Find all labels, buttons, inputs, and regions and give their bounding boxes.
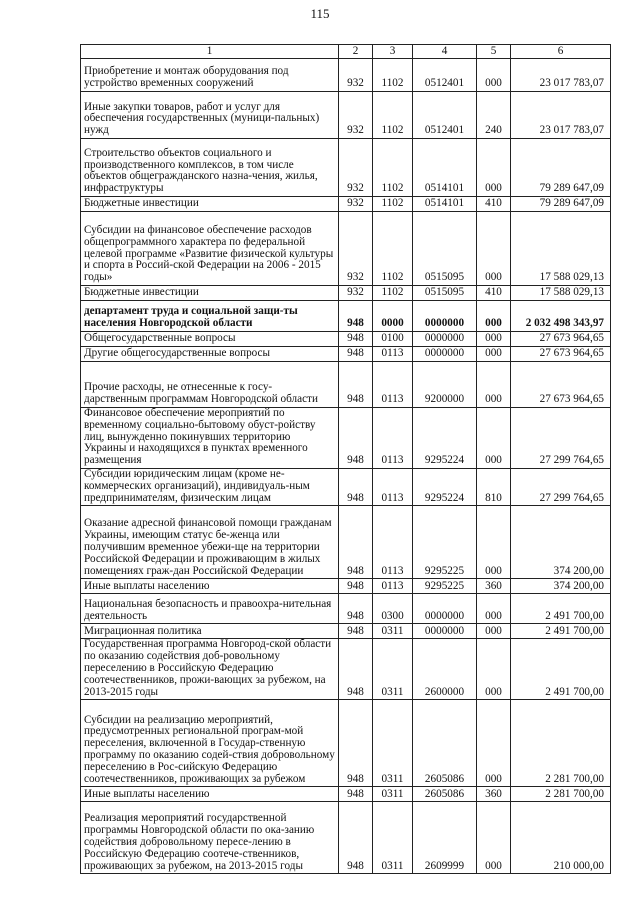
cell-c2: 948 <box>339 506 373 579</box>
cell-c5: 000 <box>477 700 511 787</box>
cell-c5: 000 <box>477 139 511 197</box>
cell-c5: 000 <box>477 59 511 92</box>
table-row <box>81 212 611 286</box>
cell-name: Иные выплаты населению <box>81 787 339 802</box>
cell-c2: 932 <box>339 286 373 301</box>
cell-name: Реализация мероприятий государственной программы Новгородской области по ока-занию содействия добровольному пересе-лению в Российскую Федерацию соотече-ственников, проживающих за рубежом, на 2013-2015 годы <box>81 802 339 874</box>
cell-c2: 948 <box>339 802 373 874</box>
cell-amount: 2 491 700,00 <box>511 624 611 639</box>
cell-c5: 000 <box>477 639 511 700</box>
cell-c3: 0113 <box>373 362 413 408</box>
cell-c3: 0113 <box>373 347 413 362</box>
header-cell-6: 6 <box>511 45 611 59</box>
table-row <box>81 802 611 874</box>
cell-c5: 000 <box>477 301 511 332</box>
cell-c4: 0514101 <box>413 197 477 212</box>
cell-c3: 1102 <box>373 139 413 197</box>
cell-c2: 948 <box>339 700 373 787</box>
cell-name: Бюджетные инвестиции <box>81 197 339 212</box>
table-row <box>81 468 611 505</box>
table-row <box>81 408 611 469</box>
table-header-row <box>81 45 611 59</box>
cell-c5: 000 <box>477 332 511 347</box>
cell-amount: 27 673 964,65 <box>511 332 611 347</box>
cell-c5: 000 <box>477 624 511 639</box>
cell-c2: 932 <box>339 59 373 92</box>
cell-c4: 0515095 <box>413 212 477 286</box>
cell-c3: 0113 <box>373 468 413 505</box>
cell-name: Общегосударственные вопросы <box>81 332 339 347</box>
cell-name: Субсидии на финансовое обеспечение расходов общепрограммного характера по федеральной целевой программе «Развитие физической культуры и спорта в Россий-ской Федерации на 2006 - 2015 годы» <box>81 212 339 286</box>
cell-name: Финансовое обеспечение мероприятий по временному социально-бытовому обуст-ройству лиц, вынужденно покинувших территорию Украины и находящихся в пунктах временного размещения <box>81 408 339 469</box>
cell-c4: 9295224 <box>413 408 477 469</box>
cell-c4: 0000000 <box>413 332 477 347</box>
cell-name: департамент труда и социальной защи-ты населения Новгородской области <box>81 301 339 332</box>
table-row <box>81 639 611 700</box>
cell-c2: 948 <box>339 468 373 505</box>
cell-amount: 23 017 783,07 <box>511 59 611 92</box>
cell-c5: 000 <box>477 802 511 874</box>
cell-name: Государственная программа Новгород-ской области по оказанию содействия доб-ровольному переселению в Российскую Федерацию соотечественников, прожи-вающих за рубежом, на 2013-2015 годы <box>81 639 339 700</box>
cell-c3: 0300 <box>373 594 413 624</box>
table-row <box>81 59 611 92</box>
header-cell-3: 3 <box>373 45 413 59</box>
cell-c2: 948 <box>339 301 373 332</box>
cell-amount: 374 200,00 <box>511 579 611 594</box>
cell-c3: 0000 <box>373 301 413 332</box>
cell-amount: 2 281 700,00 <box>511 700 611 787</box>
table-row <box>81 332 611 347</box>
cell-c3: 1102 <box>373 59 413 92</box>
cell-c5: 000 <box>477 506 511 579</box>
cell-c5: 360 <box>477 787 511 802</box>
table-row <box>81 197 611 212</box>
table-row <box>81 787 611 802</box>
cell-c3: 0113 <box>373 506 413 579</box>
page-number: 115 <box>310 6 330 21</box>
cell-name: Оказание адресной финансовой помощи гражданам Украины, имеющим статус бе-женца или получившим временное убежи-ще на территории Российской Федерации и проживающим в жилых помещениях граж-дан Российской Федерации <box>81 506 339 579</box>
cell-c3: 0311 <box>373 802 413 874</box>
cell-c3: 1102 <box>373 212 413 286</box>
cell-amount: 27 673 964,65 <box>511 347 611 362</box>
cell-c2: 948 <box>339 787 373 802</box>
cell-c4: 0000000 <box>413 347 477 362</box>
table-row <box>81 624 611 639</box>
cell-amount: 79 289 647,09 <box>511 139 611 197</box>
table-row <box>81 139 611 197</box>
cell-c5: 000 <box>477 362 511 408</box>
cell-c2: 932 <box>339 92 373 139</box>
cell-c2: 948 <box>339 639 373 700</box>
cell-c3: 0311 <box>373 787 413 802</box>
cell-c2: 948 <box>339 347 373 362</box>
cell-c4: 2600000 <box>413 639 477 700</box>
cell-c2: 948 <box>339 579 373 594</box>
cell-amount: 17 588 029,13 <box>511 212 611 286</box>
cell-c4: 0000000 <box>413 624 477 639</box>
cell-c3: 0311 <box>373 624 413 639</box>
cell-c2: 932 <box>339 197 373 212</box>
header-cell-4: 4 <box>413 45 477 59</box>
cell-c5: 000 <box>477 594 511 624</box>
cell-c5: 000 <box>477 408 511 469</box>
cell-c5: 000 <box>477 347 511 362</box>
header-cell-2: 2 <box>339 45 373 59</box>
cell-c4: 9295225 <box>413 579 477 594</box>
cell-c5: 240 <box>477 92 511 139</box>
cell-amount: 2 281 700,00 <box>511 787 611 802</box>
table-row <box>81 301 611 332</box>
cell-c2: 948 <box>339 624 373 639</box>
table-row <box>81 347 611 362</box>
cell-c3: 0311 <box>373 700 413 787</box>
cell-c5: 410 <box>477 197 511 212</box>
cell-name: Субсидии юридическим лицам (кроме не-коммерческих организаций), индивидуаль-ным предпринимателям, физическим лицам <box>81 468 339 505</box>
cell-name: Приобретение и монтаж оборудования под устройство временных сооружений <box>81 59 339 92</box>
cell-c4: 2605086 <box>413 787 477 802</box>
cell-name: Иные выплаты населению <box>81 579 339 594</box>
cell-c2: 948 <box>339 594 373 624</box>
cell-c2: 948 <box>339 362 373 408</box>
cell-c5: 810 <box>477 468 511 505</box>
cell-amount: 2 032 498 343,97 <box>511 301 611 332</box>
cell-c5: 000 <box>477 212 511 286</box>
table-row <box>81 506 611 579</box>
cell-c5: 410 <box>477 286 511 301</box>
cell-c4: 0000000 <box>413 301 477 332</box>
cell-c4: 0515095 <box>413 286 477 301</box>
cell-c4: 0512401 <box>413 92 477 139</box>
cell-c4: 2605086 <box>413 700 477 787</box>
cell-name: Строительство объектов социального и производственного комплексов, в том числе объектов общегражданского назна-чения, жилья, инфраструктуры <box>81 139 339 197</box>
cell-c3: 1102 <box>373 197 413 212</box>
cell-name: Национальная безопасность и правоохра-нительная деятельность <box>81 594 339 624</box>
cell-c3: 0113 <box>373 579 413 594</box>
cell-c3: 0100 <box>373 332 413 347</box>
cell-c2: 932 <box>339 212 373 286</box>
cell-amount: 17 588 029,13 <box>511 286 611 301</box>
cell-amount: 27 299 764,65 <box>511 468 611 505</box>
cell-c4: 9295224 <box>413 468 477 505</box>
cell-c4: 9295225 <box>413 506 477 579</box>
cell-name: Другие общегосударственные вопросы <box>81 347 339 362</box>
cell-name: Прочие расходы, не отнесенные к госу-дарственным программам Новгородской области <box>81 362 339 408</box>
cell-c2: 948 <box>339 408 373 469</box>
cell-name: Иные закупки товаров, работ и услуг для обеспечения государственных (муници-пальных) нужд <box>81 92 339 139</box>
cell-c3: 1102 <box>373 286 413 301</box>
table-row <box>81 286 611 301</box>
cell-c4: 2609999 <box>413 802 477 874</box>
header-cell-5: 5 <box>477 45 511 59</box>
cell-c3: 1102 <box>373 92 413 139</box>
cell-amount: 2 491 700,00 <box>511 594 611 624</box>
budget-table <box>80 44 611 874</box>
cell-amount: 2 491 700,00 <box>511 639 611 700</box>
table-row <box>81 700 611 787</box>
cell-amount: 374 200,00 <box>511 506 611 579</box>
cell-c3: 0311 <box>373 639 413 700</box>
cell-name: Бюджетные инвестиции <box>81 286 339 301</box>
cell-c3: 0113 <box>373 408 413 469</box>
cell-amount: 27 673 964,65 <box>511 362 611 408</box>
cell-c5: 360 <box>477 579 511 594</box>
cell-amount: 79 289 647,09 <box>511 197 611 212</box>
header-cell-1: 1 <box>81 45 339 59</box>
cell-name: Миграционная политика <box>81 624 339 639</box>
cell-amount: 27 299 764,65 <box>511 408 611 469</box>
cell-c2: 932 <box>339 139 373 197</box>
cell-c4: 0514101 <box>413 139 477 197</box>
table-row <box>81 362 611 408</box>
table-row <box>81 579 611 594</box>
table-row <box>81 594 611 624</box>
cell-amount: 23 017 783,07 <box>511 92 611 139</box>
cell-amount: 210 000,00 <box>511 802 611 874</box>
cell-c4: 0512401 <box>413 59 477 92</box>
table-row <box>81 92 611 139</box>
cell-c4: 9200000 <box>413 362 477 408</box>
cell-name: Субсидии на реализацию мероприятий, предусмотренных региональной програм-мой переселения, включенной в Государ-ственную программу по оказанию содей-ствия добровольному переселению в Рос-сийскую Федерацию соотечественников, проживающих за рубежом <box>81 700 339 787</box>
cell-c2: 948 <box>339 332 373 347</box>
cell-c4: 0000000 <box>413 594 477 624</box>
